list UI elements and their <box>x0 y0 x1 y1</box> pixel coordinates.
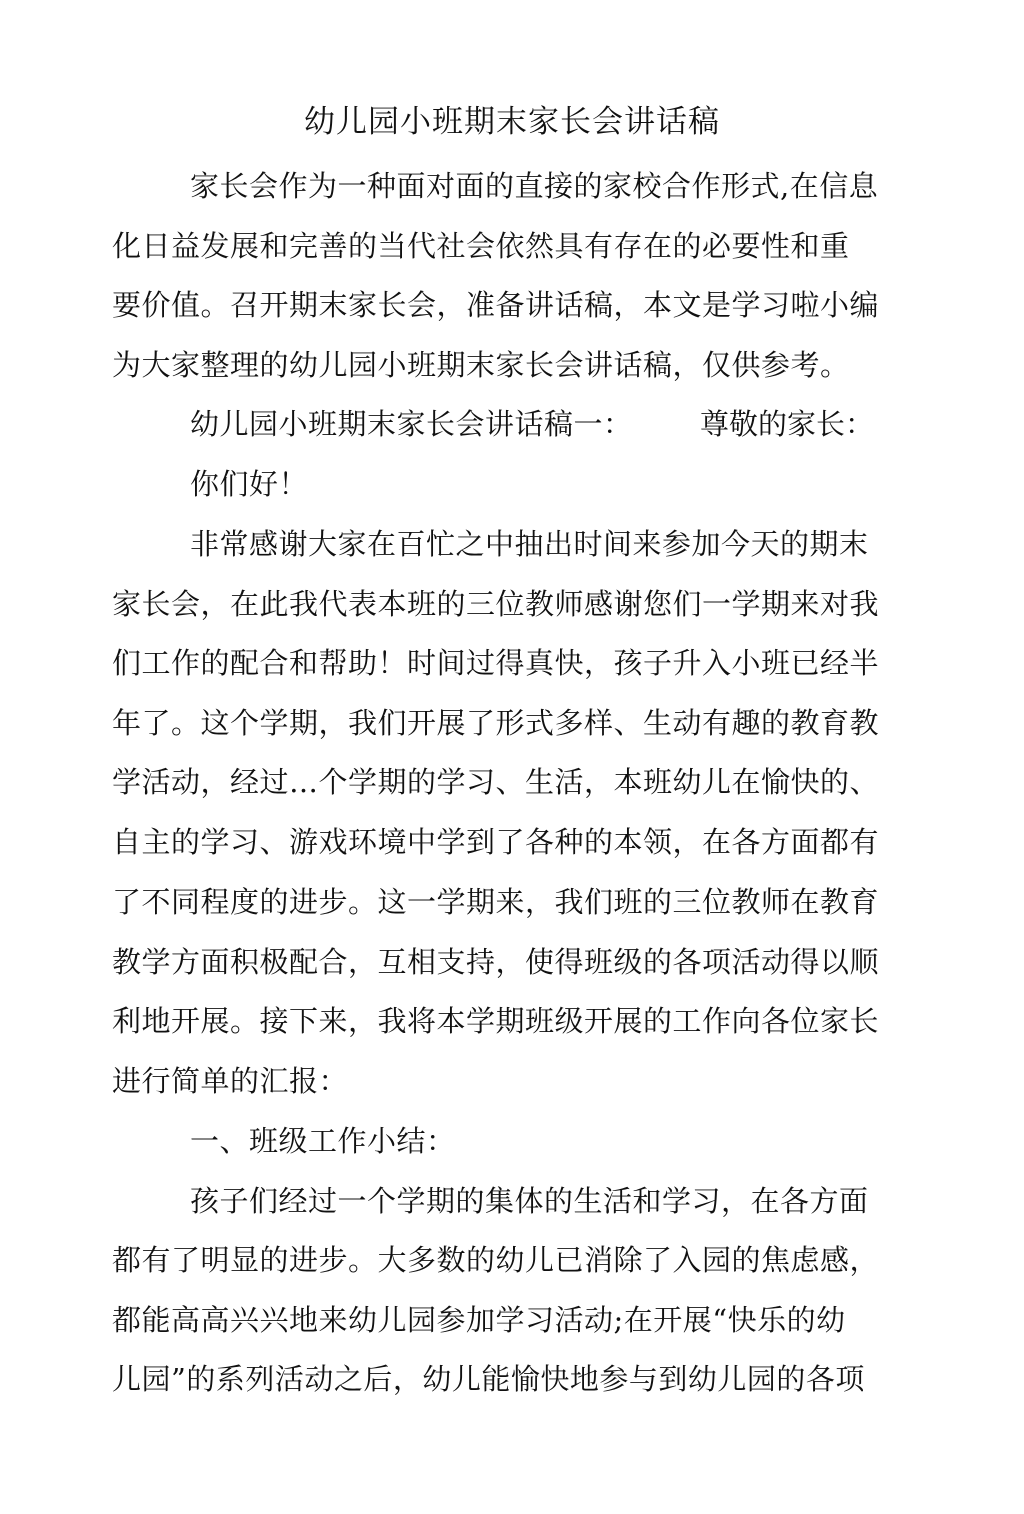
paragraph-line: 儿园”的系列活动之后，幼儿能愉快地参与到幼儿园的各项 <box>112 1362 865 1396</box>
section-heading: 幼儿园小班期末家长会讲话稿一： <box>190 407 633 441</box>
paragraph-line: 化日益发展和完善的当代社会依然具有存在的必要性和重 <box>112 229 850 263</box>
paragraph-line: 孩子们经过一个学期的集体的生活和学习，在各方面 <box>190 1184 869 1218</box>
paragraph-line: 要价值。召开期末家长会，准备讲话稿，本文是学习啦小编 <box>112 288 880 322</box>
paragraph-line: 们工作的配合和帮助！时间过得真快，孩子升入小班已经半 <box>112 646 880 680</box>
paragraph-line: 利地开展。接下来，我将本学期班级开展的工作向各位家长 <box>112 1004 880 1038</box>
paragraph-line: 进行简单的汇报： <box>112 1064 349 1098</box>
paragraph-line: 都有了明显的进步。大多数的幼儿已消除了入园的焦虑感， <box>112 1243 880 1277</box>
paragraph-line: 了不同程度的进步。这一学期来，我们班的三位教师在教育 <box>112 885 880 919</box>
paragraph-line: 家长会，在此我代表本班的三位教师感谢您们一学期来对我 <box>112 587 880 621</box>
paragraph-line: 为大家整理的幼儿园小班期末家长会讲话稿，仅供参考。 <box>112 348 850 382</box>
paragraph-line: 学活动，经过…个学期的学习、生活，本班幼儿在愉快的、 <box>112 765 880 799</box>
paragraph-line: 年了。这个学期，我们开展了形式多样、生动有趣的教育教 <box>112 706 880 740</box>
section-heading: 一、班级工作小结： <box>190 1124 456 1158</box>
paragraph-line: 自主的学习、游戏环境中学到了各种的本领，在各方面都有 <box>112 825 880 859</box>
document-title: 幼儿园小班期末家长会讲话稿 <box>304 104 720 140</box>
paragraph-line: 都能高高兴兴地来幼儿园参加学习活动;在开展“快乐的幼 <box>112 1303 846 1337</box>
paragraph-line: 家长会作为一种面对面的直接的家校合作形式,在信息 <box>190 169 879 203</box>
greeting: 你们好！ <box>190 467 309 501</box>
paragraph-line: 非常感谢大家在百忙之中抽出时间来参加今天的期末 <box>190 527 869 561</box>
addressee: 尊敬的家长： <box>700 407 875 441</box>
paragraph-line: 教学方面积极配合，互相支持，使得班级的各项活动得以顺 <box>112 945 880 979</box>
